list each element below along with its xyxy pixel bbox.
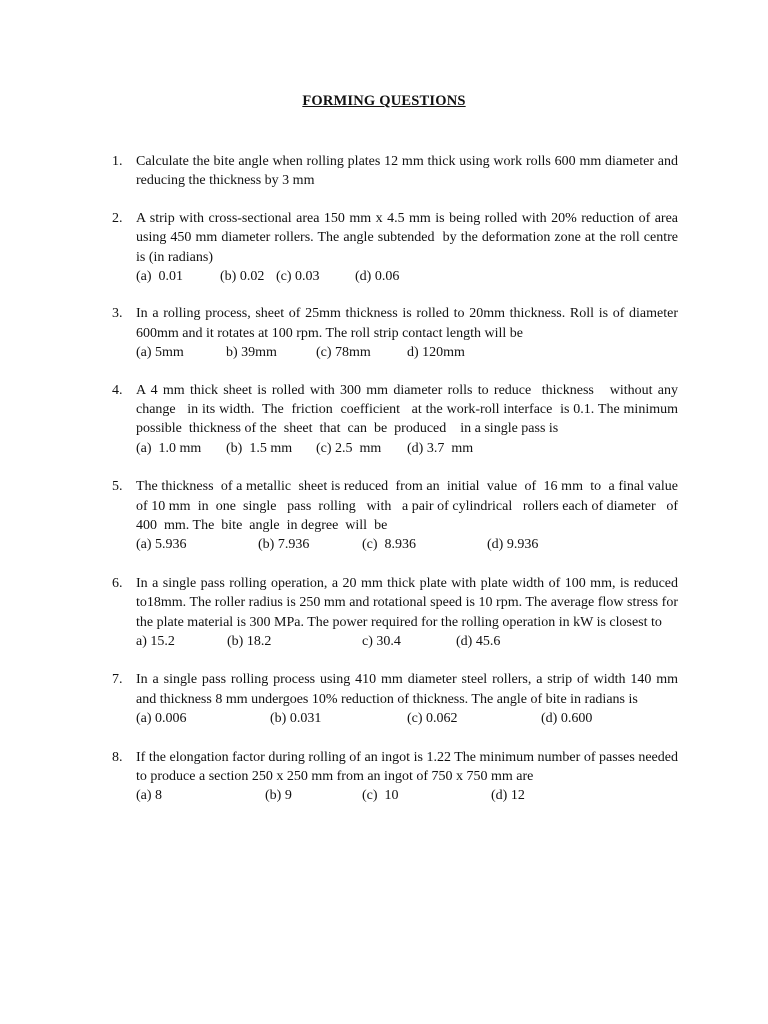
page-title: FORMING QUESTIONS [302, 93, 466, 109]
option-a: a) 15.2 [136, 634, 175, 650]
option-b: b) 39mm [226, 345, 277, 361]
question-text: A 4 mm thick sheet is rolled with 300 mm diameter rolls to reduce thickness without any change in its width. The friction coefficient at the work-roll interface is 0.1. The minimum possible thickness of the sheet that can be produced in a single pass is [136, 382, 685, 437]
option-d: (d) 0.06 [355, 269, 400, 285]
question-1 [112, 152, 682, 191]
answer-options [136, 709, 678, 728]
option-b: (b) 0.02 [220, 269, 265, 285]
option-c: (c) 2.5 mm [316, 440, 382, 456]
question-5 [112, 477, 682, 555]
option-c: (c) 0.03 [276, 269, 320, 285]
option-d: (d) 12 [491, 788, 525, 804]
question-number: 8. [112, 749, 123, 765]
answer-options [136, 343, 678, 362]
question-number: 6. [112, 575, 123, 591]
question-text: A strip with cross-sectional area 150 mm x 4.5 mm is being rolled with 20% reduction of area using 450 mm diameter rollers. The angle subtended by the deformation zone at the roll centre is (in radians) [136, 210, 682, 265]
question-text: If the elongation factor during rolling of an ingot is 1.22 The minimum number of passes needed to produce a section 250 x 250 mm from an ingot of 750 x 750 mm are [136, 749, 682, 785]
option-a: (a) 1.0 mm [136, 440, 202, 456]
question-3 [112, 304, 682, 362]
answer-options [136, 535, 678, 554]
option-a: (a) 8 [136, 788, 163, 804]
option-a: (a) 5.936 [136, 537, 187, 553]
answer-options [136, 267, 678, 286]
question-number: 5. [112, 479, 123, 495]
option-b: (b) 18.2 [227, 634, 272, 650]
option-c: (c) 78mm [316, 345, 371, 361]
question-text: The thickness of a metallic sheet is reduced from an initial value of 16 mm to a final value of 10 mm in one single pass rolling with a pair of cylindrical rollers each of diameter of 400 mm. The bite angle in degree will be [136, 479, 682, 534]
question-number: 4. [112, 382, 123, 398]
question-6 [112, 574, 682, 652]
answer-options [136, 632, 678, 651]
question-text: In a rolling process, sheet of 25mm thickness is rolled to 20mm thickness. Roll is of diameter 600mm and it rotates at 100 rpm. The roll strip contact length will be [136, 306, 682, 341]
option-a: (a) 5mm [136, 345, 184, 361]
question-2 [112, 209, 682, 287]
question-number: 1. [112, 154, 123, 169]
option-b: (b) 7.936 [258, 537, 310, 553]
option-d: (d) 3.7 mm [407, 440, 474, 456]
option-a: (a) 0.006 [136, 711, 187, 727]
option-a: (a) 0.01 [136, 269, 184, 285]
question-text: In a single pass rolling operation, a 20 mm thick plate with plate width of 100 mm, is reduced to18mm. The roller radius is 250 mm and rotational speed is 10 rpm. The average flow stress for the plate material is 300 MPa. The power required for the rolling operation in kW is closest to [136, 575, 682, 630]
option-d: (d) 0.600 [541, 711, 593, 727]
question-list [112, 152, 685, 806]
question-7 [112, 670, 682, 728]
option-b: (b) 0.031 [270, 711, 322, 727]
question-4 [112, 381, 685, 459]
answer-options [136, 439, 678, 458]
option-b: (b) 9 [265, 788, 292, 804]
option-c: c) 30.4 [362, 634, 401, 650]
option-d: d) 120mm [407, 345, 465, 361]
question-8 [112, 748, 682, 806]
question-text: Calculate the bite angle when rolling plates 12 mm thick using work rolls 600 mm diameter and reducing the thickness by 3 mm [136, 154, 682, 189]
question-number: 7. [112, 672, 123, 688]
option-d: (d) 9.936 [487, 537, 539, 553]
option-d: (d) 45.6 [456, 634, 501, 650]
option-c: (c) 10 [362, 788, 399, 804]
option-b: (b) 1.5 mm [226, 440, 293, 456]
option-c: (c) 8.936 [362, 537, 417, 553]
option-c: (c) 0.062 [407, 711, 458, 727]
question-number: 3. [112, 306, 123, 322]
question-number: 2. [112, 210, 123, 226]
question-text: In a single pass rolling process using 410 mm diameter steel rollers, a strip of width 140 mm and thickness 8 mm undergoes 10% reduction of thickness. The angle of bite in radians is [136, 672, 682, 707]
answer-options [136, 786, 678, 805]
